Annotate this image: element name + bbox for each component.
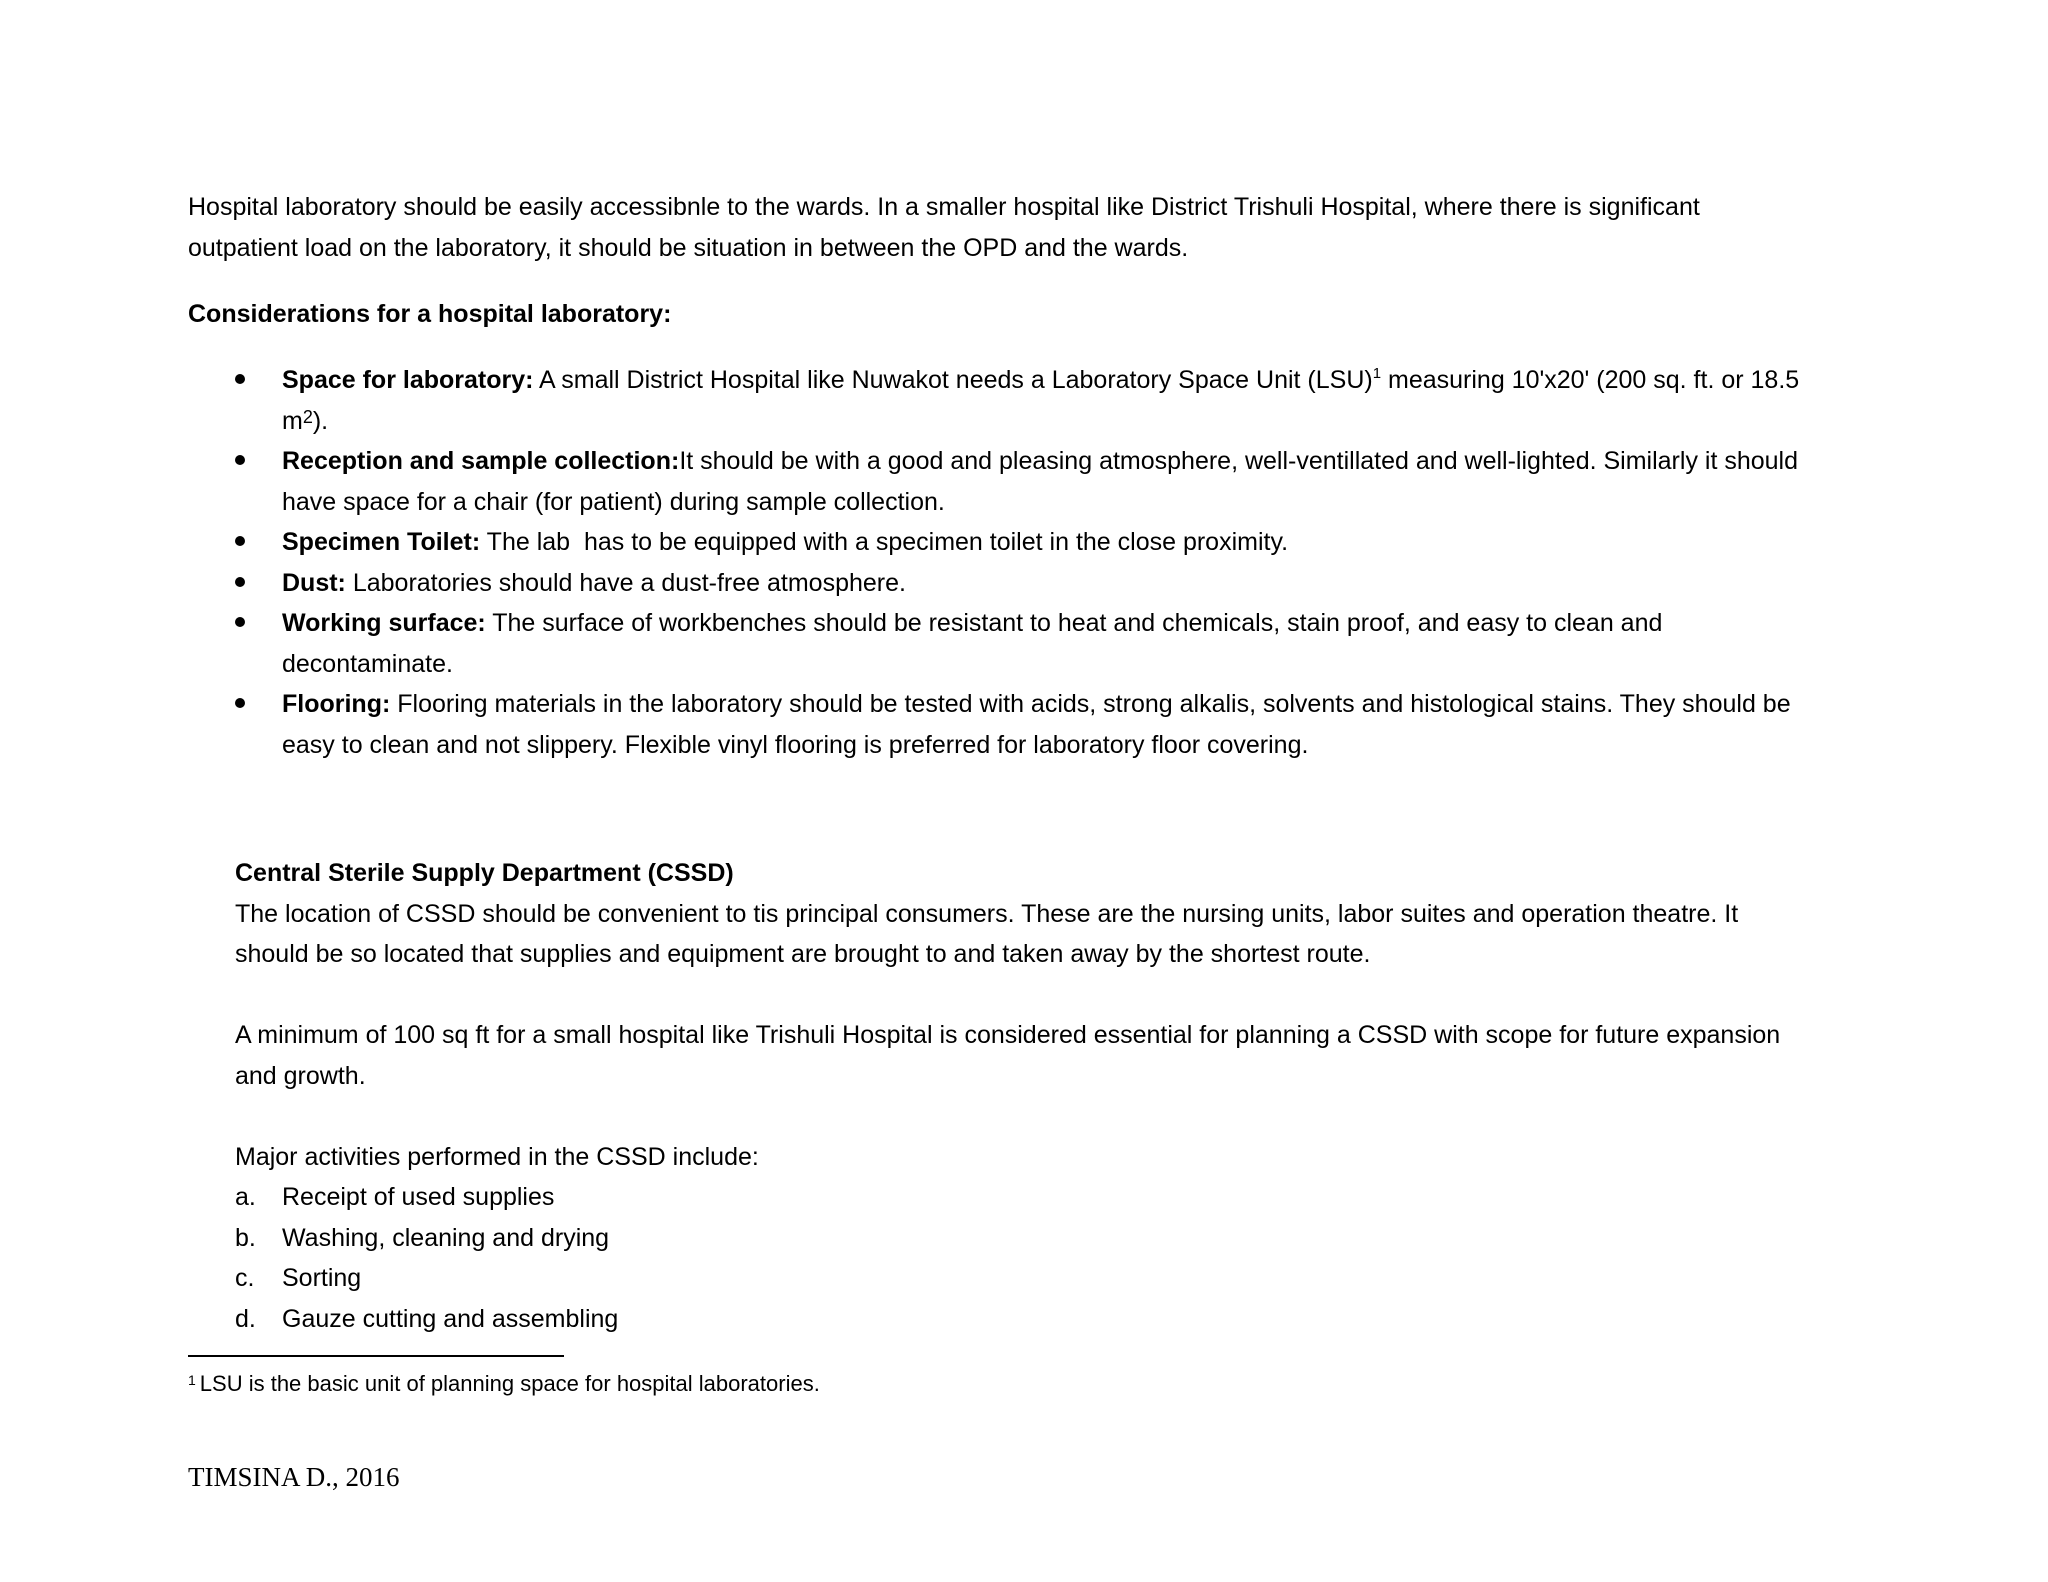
item-text: The surface of workbenches should be resistant to heat and chemicals, stain proof, and easy to clean and (485, 609, 1663, 637)
footnote-text: LSU is the basic unit of planning space for hospital laboratories. (199, 1371, 820, 1396)
cssd-paragraph-1-line-1: The location of CSSD should be convenient to tis principal consumers. These are the nursing units, labor suites and operation theatre. It (235, 899, 1739, 928)
item-text: A small District Hospital like Nuwakot needs a Laboratory Space Unit (LSU) (533, 366, 1373, 394)
footnote-separator (188, 1355, 564, 1357)
item-label: Specimen Toilet: (282, 528, 481, 556)
list-marker: c. (235, 1264, 255, 1292)
footnote-number: 1 (188, 1372, 196, 1388)
activity-text: Sorting (282, 1264, 362, 1292)
item-label: Space for laboratory: (282, 366, 534, 394)
bullet-icon (235, 617, 245, 627)
considerations-list (188, 360, 1799, 765)
activity-item (235, 1258, 1780, 1299)
page-footer: TIMSINA D., 2016 (188, 1462, 400, 1492)
activity-text: Washing, cleaning and drying (282, 1223, 610, 1252)
item-label: Working surface: (282, 609, 486, 637)
bullet-icon (235, 698, 245, 708)
considerations-heading: Considerations for a hospital laboratory: (188, 300, 672, 328)
activities-intro: Major activities performed in the CSSD include: (235, 1142, 759, 1171)
item-label: Dust: (282, 568, 346, 597)
item-text: Flooring materials in the laboratory should be tested with acids, strong alkalis, solvents and histological stains. They should be (390, 690, 1791, 718)
bullet-icon (235, 577, 245, 587)
list-item (188, 563, 1799, 604)
bullet-icon (235, 536, 245, 546)
list-item (188, 360, 1799, 441)
item-text-line-2: easy to clean and not slippery. Flexible vinyl flooring is preferred for laboratory floor covering. (282, 730, 1309, 759)
unit-text: m (282, 406, 303, 435)
bullet-icon (235, 455, 245, 465)
item-text-continued: measuring 10'x20' (200 sq. ft. or 18.5 (1381, 366, 1800, 394)
activity-text: Receipt of used supplies (282, 1183, 555, 1211)
bullet-icon (235, 374, 245, 384)
item-label: Flooring: (282, 690, 391, 718)
list-item (188, 684, 1799, 765)
list-marker: a. (235, 1183, 256, 1211)
activity-item (235, 1218, 1780, 1259)
item-text: The lab has to be equipped with a specimen toilet in the close proximity. (480, 528, 1289, 556)
footnote-reference: 1 (1372, 365, 1382, 382)
activity-text: Gauze cutting and assembling (282, 1304, 619, 1333)
item-text-end: ). (312, 406, 329, 435)
paragraph-spacer (235, 975, 1780, 1016)
intro-line-1: Hospital laboratory should be easily accessibnle to the wards. In a smaller hospital like District Trishuli Hospital, where there is significant (188, 193, 1700, 221)
activity-item (235, 1299, 1780, 1340)
intro-paragraph (188, 187, 1700, 268)
cssd-paragraph-2-line-1: A minimum of 100 sq ft for a small hospital like Trishuli Hospital is considered essential for planning a CSSD with scope for future expansion (235, 1021, 1781, 1049)
cssd-paragraph-2-line-2: and growth. (235, 1061, 366, 1090)
item-label: Reception and sample collection: (282, 447, 680, 475)
cssd-section (235, 853, 1780, 1339)
superscript: 2 (302, 406, 313, 427)
item-text-line-2: decontaminate. (282, 649, 453, 678)
list-marker: b. (235, 1223, 256, 1252)
paragraph-spacer (235, 1096, 1780, 1137)
intro-line-2: outpatient load on the laboratory, it should be situation in between the OPD and the wards. (188, 233, 1189, 262)
item-text: It should be with a good and pleasing atmosphere, well-ventillated and well-lighted. Similarly it should (679, 447, 1799, 475)
item-text-line-2: have space for a chair (for patient) during sample collection. (282, 487, 945, 516)
list-item (188, 603, 1799, 684)
activity-item (235, 1177, 1780, 1218)
cssd-paragraph-1-line-2: should be so located that supplies and equipment are brought to and taken away by the shortest route. (235, 940, 1371, 968)
list-item (188, 522, 1799, 563)
cssd-heading: Central Sterile Supply Department (CSSD) (235, 859, 734, 887)
list-marker: d. (235, 1304, 256, 1333)
item-text: Laboratories should have a dust-free atmosphere. (345, 568, 906, 597)
list-item (188, 441, 1799, 522)
footnote (188, 1369, 820, 1399)
